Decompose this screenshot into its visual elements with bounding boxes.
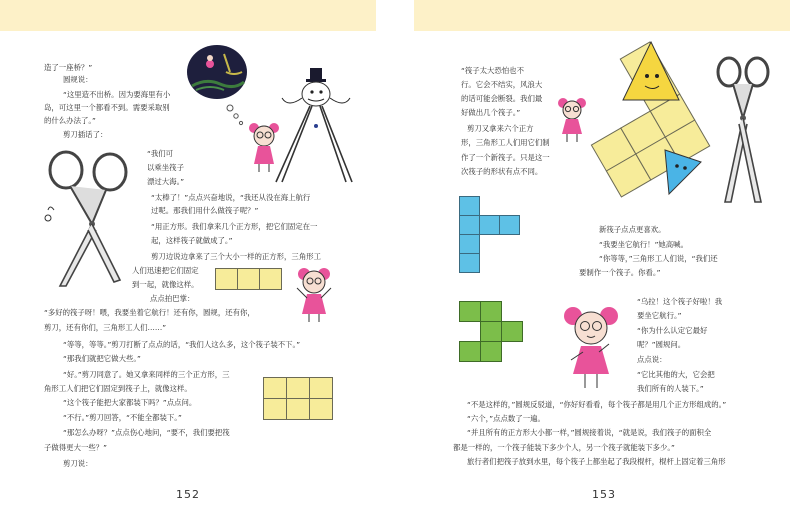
raft-square bbox=[499, 215, 520, 235]
text-line: 剪刀边说边拿来了三个大小一样的正方形，三角形工 bbox=[151, 252, 321, 261]
girl-dot-illustration bbox=[246, 120, 282, 174]
raft-square bbox=[459, 301, 481, 322]
text-line: 造了一座桥？” bbox=[44, 63, 93, 72]
raft-square bbox=[459, 196, 480, 216]
text-line: “那我们就把它做大些。” bbox=[63, 354, 141, 363]
text-line: 新筏子点点更喜欢。 bbox=[599, 225, 666, 234]
text-line: “用正方形。我们拿来几个正方形，把它们固定在一 bbox=[151, 222, 318, 231]
text-line: 岛，可这里一个都看不到。需要采取别 bbox=[44, 103, 170, 112]
thought-bubble-dots bbox=[226, 104, 246, 126]
text-line: “多好的筏子呀！喂，我要坐着它航行！还有你，圆规，还有你， bbox=[44, 308, 255, 317]
girl-dot-illustration bbox=[292, 264, 336, 324]
raft-square bbox=[459, 341, 481, 362]
text-line: 要坐它航行。” bbox=[637, 311, 682, 320]
text-line: “不行。”剪刀回答，“不能全都装下。” bbox=[63, 413, 182, 422]
text-line: 漂过大海。” bbox=[147, 177, 185, 186]
text-line: 圆规说： bbox=[63, 75, 93, 84]
text-line: 剪刀插话了： bbox=[63, 130, 108, 139]
raft-square bbox=[237, 268, 260, 290]
raft-square bbox=[309, 398, 333, 420]
text-line: 过呢。那我们用什么做筏子呢？” bbox=[151, 206, 259, 215]
text-line: “太棒了！”点点兴奋地说，“我还从没在海上航行 bbox=[151, 193, 311, 202]
raft-square bbox=[480, 321, 502, 342]
text-line: “筏子太大恐怕也不 bbox=[461, 66, 524, 75]
text-line: 点点拍巴掌： bbox=[150, 294, 195, 303]
scissors-character-illustration bbox=[36, 150, 136, 288]
text-line: 都是一样的，一个筏子能装下多少个人，另一个筏子就能装下多少。” bbox=[453, 443, 675, 452]
raft-square bbox=[459, 215, 480, 235]
raft-square bbox=[480, 301, 502, 322]
raft-square bbox=[215, 268, 238, 290]
text-line: 的话可能会断裂。我们最 bbox=[461, 94, 543, 103]
raft-square bbox=[480, 341, 502, 362]
text-line: 行。它会不结实，风浪大 bbox=[461, 80, 543, 89]
night-sea-vignette-illustration bbox=[186, 44, 248, 102]
text-line: “好。”剪刀同意了。她又拿来同样的三个正方形，三 bbox=[63, 370, 230, 379]
page-number: 152 bbox=[176, 488, 200, 501]
text-line: “我们可 bbox=[147, 149, 174, 158]
right-page bbox=[395, 0, 790, 508]
triangle-workers-illustration bbox=[659, 148, 703, 196]
text-line: “你等等，”三角形工人们说，“我们还 bbox=[599, 254, 718, 263]
raft-square bbox=[459, 253, 480, 273]
text-line: “那怎么办呀？”点点伤心地问，“要不，我们要把筏 bbox=[63, 428, 230, 437]
text-line: 到一起，就像这样。 bbox=[132, 280, 199, 289]
text-line: “这里造不出桥。因为要海里有小 bbox=[63, 90, 171, 99]
text-line: “它比其他的大，它会把 bbox=[637, 370, 715, 379]
page-number: 153 bbox=[592, 488, 616, 501]
text-line: 剪刀，还有你们，三角形工人们……” bbox=[44, 323, 167, 332]
raft-square bbox=[286, 398, 310, 420]
text-line: 起，这样筏子就做成了。” bbox=[151, 236, 233, 245]
raft-square bbox=[479, 215, 500, 235]
text-line: 要制作一个筏子。你看。” bbox=[579, 268, 661, 277]
text-line: 的什么办法了。” bbox=[44, 116, 96, 125]
raft-square bbox=[259, 268, 282, 290]
raft-square bbox=[263, 377, 287, 399]
triangle-workers-illustration bbox=[621, 40, 681, 106]
text-line: 剪刀说： bbox=[63, 459, 93, 468]
text-line: “乌拉！这个筏子好啦！我 bbox=[637, 297, 723, 306]
text-line: 次筏子的形状有点不同。 bbox=[461, 167, 543, 176]
text-line: 呢？”圆规问。 bbox=[637, 340, 686, 349]
text-line: “我要坐它航行！”她高喊。 bbox=[599, 240, 688, 249]
text-line: “六个，”点点数了一遍。 bbox=[467, 414, 545, 423]
text-line: 形，三角形工人们用它们制 bbox=[461, 138, 550, 147]
text-line: “这个筏子能把大家都装下吗？”点点问。 bbox=[63, 398, 197, 407]
raft-square bbox=[286, 377, 310, 399]
raft-square bbox=[263, 398, 287, 420]
compass-character-illustration bbox=[272, 66, 358, 184]
text-line: 人们迅速把它们固定 bbox=[132, 266, 199, 275]
raft-square bbox=[309, 377, 333, 399]
raft-square bbox=[459, 234, 480, 254]
text-line: 角形工人们把它们固定到筏子上，就像这样。 bbox=[44, 384, 192, 393]
text-line: 子做得更大一些？” bbox=[44, 443, 107, 452]
text-line: “并且所有的正方形大小都一样，”圆规接着说，“就是说，我们筏子的面积全 bbox=[467, 428, 712, 437]
text-line: 作了一个新筏子。只是这一 bbox=[461, 153, 550, 162]
text-line: “你为什么认定它最好 bbox=[637, 326, 708, 335]
raft-square bbox=[501, 321, 523, 342]
text-line: “不是这样的，”圆规反驳道，“你好好看看，每个筏子都是用几个正方形组成的。” bbox=[467, 400, 727, 409]
text-line: 以乘坐筏子 bbox=[147, 163, 184, 172]
text-line: 剪刀又拿来六个正方 bbox=[467, 124, 534, 133]
text-line: 点点说： bbox=[637, 355, 667, 364]
text-line: 旅行者们把筏子放到水里，每个筏子上都坐起了我段棍杆，棍杆上固定着三角形 bbox=[467, 457, 726, 466]
girl-dot-illustration bbox=[561, 302, 621, 390]
text-line: “等等，等等。”剪刀打断了点点的话，“我们人这么多，这个筏子装不下。” bbox=[63, 340, 301, 349]
text-line: 好做出几个筏子。” bbox=[461, 108, 521, 117]
text-line: 我们所有的人装下。” bbox=[637, 384, 704, 393]
scissors-character-illustration bbox=[715, 56, 771, 206]
